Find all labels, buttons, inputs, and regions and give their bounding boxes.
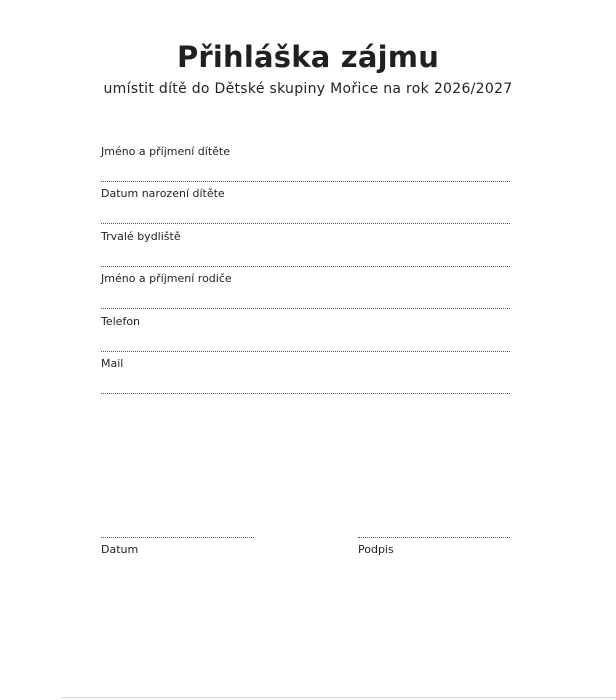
page-footer-rule <box>62 697 616 698</box>
field-label: Telefon <box>101 315 141 328</box>
field-label: Jméno a příjmení rodiče <box>101 272 232 285</box>
signature-label: Podpis <box>358 543 394 556</box>
date-dotted-line <box>101 537 254 538</box>
field-dotted-line <box>101 393 510 394</box>
field-child-name <box>101 145 510 185</box>
signature-dotted-line <box>358 537 510 538</box>
field-mail <box>101 357 510 397</box>
field-parent-name <box>101 272 510 312</box>
field-label: Jméno a příjmení dítěte <box>101 145 230 158</box>
field-label: Datum narození dítěte <box>101 187 225 200</box>
signature-date <box>101 537 254 557</box>
date-label: Datum <box>101 543 139 556</box>
field-label: Mail <box>101 357 124 370</box>
field-dotted-line <box>101 181 510 182</box>
signature-sign <box>358 537 510 557</box>
field-permanent-address <box>101 230 510 270</box>
field-dotted-line <box>101 223 510 224</box>
field-dotted-line <box>101 308 510 309</box>
field-dotted-line <box>101 351 510 352</box>
form-title: Přihláška zájmu <box>176 40 440 74</box>
field-dotted-line <box>101 266 510 267</box>
form-subtitle: umístit dítě do Dětské skupiny Mořice na rok 2026/2027 <box>103 81 513 97</box>
field-child-birthdate <box>101 187 510 227</box>
field-phone <box>101 315 510 355</box>
field-label: Trvalé bydliště <box>101 230 181 243</box>
